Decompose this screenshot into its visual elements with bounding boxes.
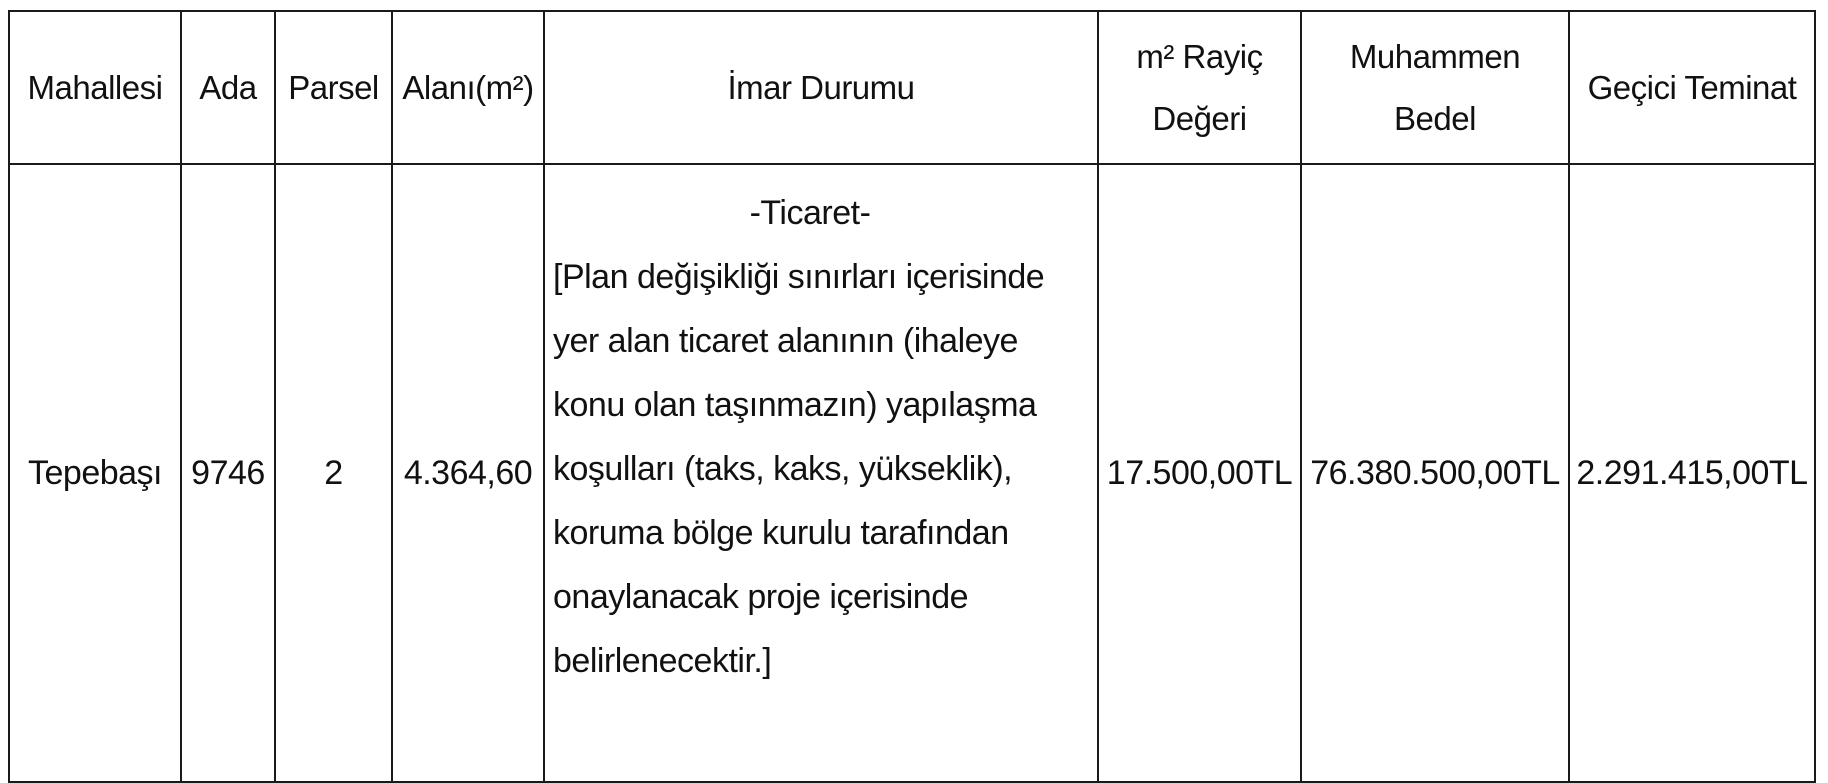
header-alani: Alanı(m²) — [392, 11, 544, 164]
header-muhammen-line1: Muhammen — [1349, 37, 1521, 75]
header-parsel: Parsel — [275, 11, 392, 164]
imar-description: [Plan değişikliği sınırları içerisinde yer alan ticaret alanının (ihaleye konu olan taşınmazın) yapılaşma koşulları (taks, kaks, yükseklik), koruma bölge kurulu tarafından onaylanacak proje içerisinde belirlenecektir.] — [553, 258, 1045, 680]
cell-muhammen-bedel: 76.380.500,00TL — [1301, 164, 1569, 782]
header-muhammen-line2: Bedel — [1394, 99, 1476, 137]
cell-alani: 4.364,60 — [392, 164, 544, 782]
header-ada: Ada — [181, 11, 275, 164]
cell-parsel: 2 — [275, 164, 392, 782]
cell-imar-durumu — [544, 164, 1098, 782]
header-row — [9, 11, 1815, 164]
header-rayic-line2: Değeri — [1152, 99, 1247, 137]
imar-title: -Ticaret- — [749, 194, 871, 232]
cell-ada: 9746 — [181, 164, 275, 782]
header-gecici-teminat: Geçici Teminat — [1569, 11, 1815, 164]
header-imar-durumu: İmar Durumu — [544, 11, 1098, 164]
cell-mahallesi: Tepebaşı — [9, 164, 181, 782]
header-muhammen-bedel — [1301, 11, 1569, 164]
tender-table — [8, 10, 1816, 783]
cell-rayic-degeri: 17.500,00TL — [1098, 164, 1301, 782]
header-mahallesi: Mahallesi — [9, 11, 181, 164]
tender-table-container — [8, 10, 1814, 768]
header-rayic-degeri — [1098, 11, 1301, 164]
table-row — [9, 164, 1815, 782]
header-rayic-line1: m² Rayiç — [1136, 37, 1263, 75]
cell-gecici-teminat: 2.291.415,00TL — [1569, 164, 1815, 782]
